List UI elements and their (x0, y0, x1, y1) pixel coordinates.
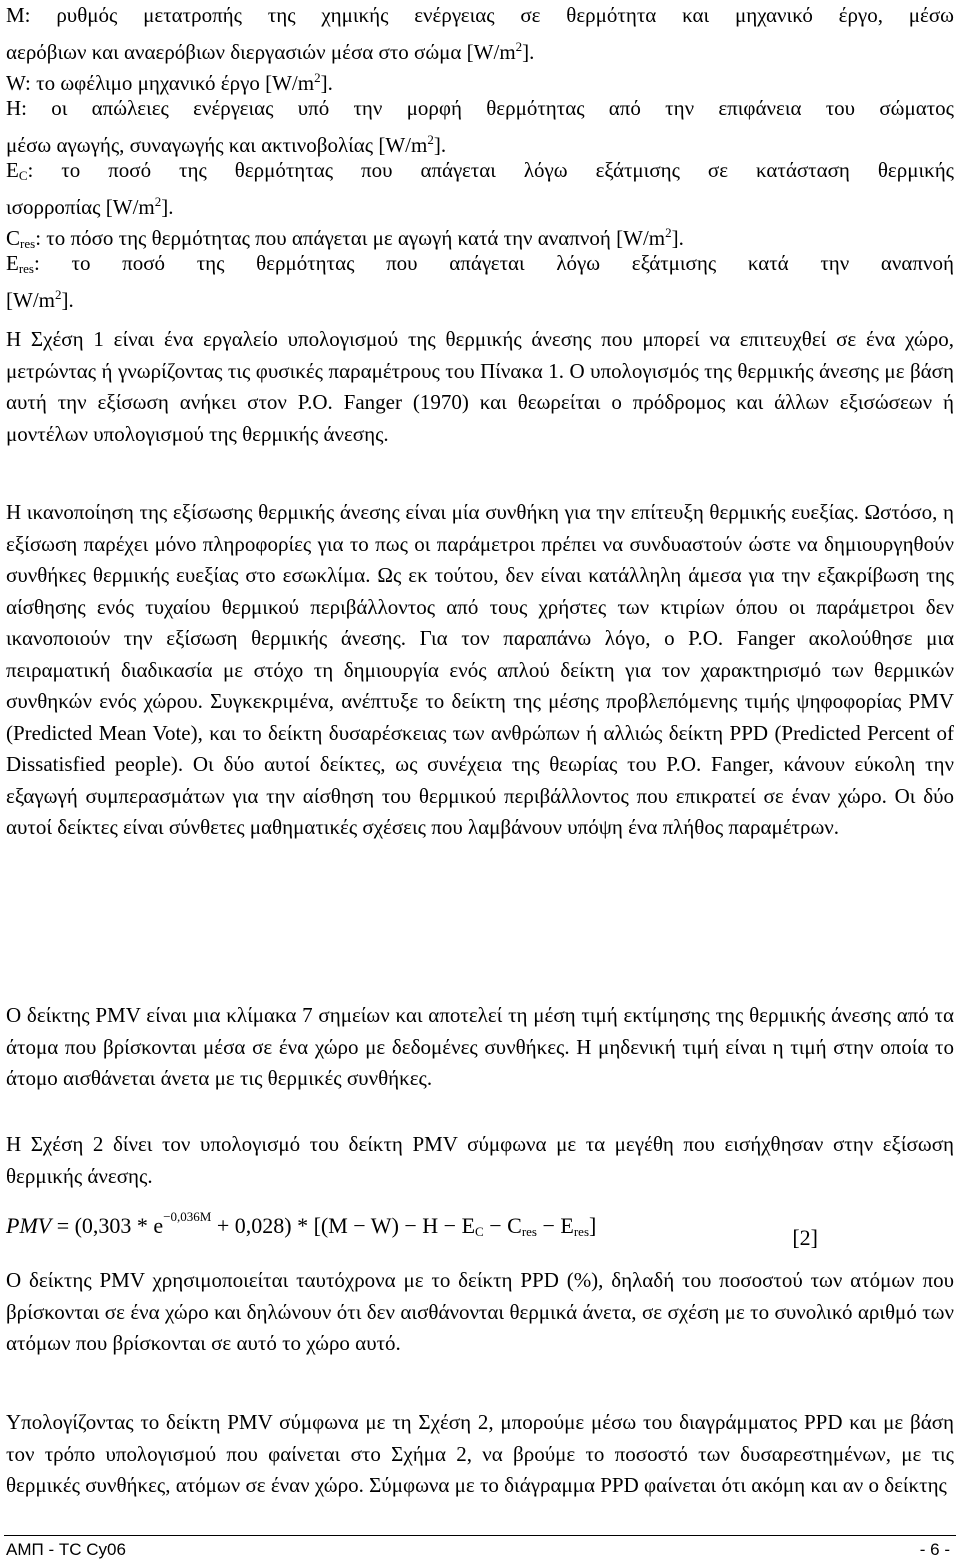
def-ec-line1 (6, 155, 954, 186)
paragraph-5: Ο δείκτης PMV χρησιμοποιείται ταυτόχρονα με το δείκτη PPD (%), δηλαδή του ποσοστού των ατόμων που βρίσκονται σε ένα χώρο και δηλώνουν ότι δεν αισθάνονται θερμικά άνετα, σε σχέση με το συνολικό αριθμό των ατόμων που βρίσκονται σε αυτό το χώρο αυτό. (6, 1268, 954, 1355)
def-w (6, 62, 954, 93)
def-ec-text2: ισορροπίας [W/m (6, 195, 155, 219)
closing-bracket: ]. (433, 133, 447, 157)
paragraph-2: Η ικανοποίηση της εξίσωσης θερμικής άνεσης είναι μία συνθήκη για την επίτευξη θερμικής ευεξίας. Ωστόσο, η εξίσωση παρέχει μόνο πληροφορίες για το πως οι παράμετροι πρέπει να συνδυαστούν ώστε να δημιουργηθούν συνθήκες θερμικής ευεξίας στο εσωκλίμα. Ως εκ τούτου, δεν είναι κατάλληλη άμεσα για την εξακρίβωση της αίσθησης ενός τυχαίου θερμικού περιβάλλοντος από τους χρήστες των κτιρίων όπου οι παράμετροι δεν ικανοποιούν την εξίσωση θερμικής άνεσης. Για τον παραπάνω λόγο, ο P.O. Fanger ακολούθησε μια πειραματική διαδικασία με στόχο τη δημιουργία ενός απλού δείκτη για τον χαρακτηρισμό των θερμικών συνθηκών ενός χώρου. Συγκεκριμένα, ανέπτυξε το δείκτη της μέσης προβλεπόμενης τιμής ψηφοφορίας PMV (Predicted Mean Vote), και το δείκτη δυσαρέσκειας των ανθρώπων ή αλλιώς δείκτη PPD (Predicted Percent of Dissatisfied people). Οι δύο αυτοί δείκτες, ως συνέχεια της θεωρίας του P.O. Fanger, κάνουν εύκολη την εξαγωγή συμπερασμάτων για την αίσθηση του θερμικού περιβάλλοντος που επικρατεί σε έναν χώρο. Οι δύο αυτοί δείκτες είναι σύνθετες μαθηματικές σχέσεις που λαμβάνουν υπόψη ένα πλήθος παραμέτρων. (6, 500, 954, 839)
superscript: 2 (314, 70, 321, 85)
formula-pmv: PMV (6, 1213, 52, 1238)
footer-rule (4, 1535, 956, 1536)
def-cres-text: : το πόσο της θερμότητας που απάγεται με αγωγή κατά την αναπνοή [W/m (35, 226, 666, 250)
def-ec-line2 (6, 186, 954, 217)
subscript: C (18, 168, 28, 183)
def-cres (6, 217, 954, 251)
def-w-text: W: το ωφέλιμο μηχανικό έργο [W/m (6, 71, 315, 95)
formula-part5: − E (536, 1213, 574, 1238)
formula-part4: − C (483, 1213, 522, 1238)
def-eres-line1 (6, 248, 954, 279)
subscript: res (20, 236, 36, 251)
def-eres-text: : το ποσό της θερμότητας που απάγεται λόγω εξάτμισης κατά την αναπνοή (34, 251, 954, 275)
def-m-text: αερόβιων και αναερόβιων διεργασιών μέσα στο σώμα [W/m (6, 40, 516, 64)
superscript: 2 (665, 225, 672, 240)
variable-definitions (6, 0, 954, 310)
superscript: 2 (154, 194, 162, 209)
page-number: - 6 - (919, 1540, 950, 1559)
def-m-line2 (6, 31, 954, 62)
formula-sub-res1: res (521, 1224, 537, 1239)
page-footer (0, 1535, 960, 1563)
def-h-text: μέσω αγωγής, συναγωγής και ακτινοβολίας [W/m (6, 133, 428, 157)
pmv-formula (6, 1205, 954, 1253)
def-m-line1: Μ: ρυθμός μετατροπής της χημικής ενέργειας σε θερμότητα και μηχανικό έργο, μέσω (6, 3, 954, 27)
formula-part2: = (0,303 * e (51, 1213, 164, 1238)
cres-symbol: C (6, 226, 21, 250)
formula-exponent: −0,036M (163, 1209, 212, 1224)
footer-doc-code: ΑΜΠ - TC Cy06 (6, 1540, 126, 1559)
superscript: 2 (515, 39, 523, 54)
eres-symbol: E (6, 251, 19, 275)
formula-part3: + 0,028) * [(M − W) − H − E (211, 1213, 476, 1238)
def-h-line1: Η: οι απώλειες ενέργειας υπό την μορφή θερμότητας από την επιφάνεια του σώματος (6, 96, 954, 120)
def-ec-text: : το ποσό της θερμότητας που απάγεται λόγω εξάτμισης σε κατάσταση θερμικής (27, 158, 954, 182)
paragraph-3: Ο δείκτης PMV είναι μια κλίμακα 7 σημείων και αποτελεί τη μέση τιμή εκτίμησης της θερμικής άνεσης από τα άτομα που βρίσκονται μέσα σε ένα χώρο με δεδομένες συνθήκες. Η μηδενική τιμή είναι η τιμή στην οποία το άτομο αισθάνεται άνετα με τις θερμικές συνθήκες. (6, 1003, 954, 1090)
formula-part6: ] (589, 1213, 597, 1238)
closing-bracket: ]. (671, 226, 684, 250)
subscript: res (18, 261, 34, 276)
closing-bracket: ]. (320, 71, 333, 95)
formula-sub-c: C (475, 1224, 484, 1239)
superscript: 2 (427, 132, 434, 147)
paragraph-4: Η Σχέση 2 δίνει τον υπολογισμό του δείκτη PMV σύμφωνα με τα μεγέθη που εισήχθησαν στην εξίσωση θερμικής άνεσης. (6, 1132, 954, 1188)
equation-number: [2] (792, 1225, 818, 1250)
closing-bracket: ]. (161, 195, 174, 219)
paragraph-1: Η Σχέση 1 είναι ένα εργαλείο υπολογισμού της θερμικής άνεσης που μπορεί να επιτευχθεί σε ένα χώρο, μετρώντας ή γνωρίζοντας τις φυσικές παραμέτρους του Πίνακα 1. Ο υπολογισμός της θερμικής άνεσης με βάση αυτή την εξίσωση ανήκει στον P.O. Fanger (1970) και θεωρείται ο πρόδρομος και άλλων εξισώσεων ή μοντέλων υπολογισμού της θερμικής άνεσης. (6, 327, 954, 446)
def-eres-line2 (6, 279, 954, 310)
closing-bracket: ]. (522, 40, 535, 64)
paragraph-6: Υπολογίζοντας το δείκτη PMV σύμφωνα με τη Σχέση 2, μπορούμε μέσω του διαγράμματος PPD και με βάση τον τρόπο υπολογισμού που φαίνεται στο Σχήμα 2, να βρούμε το ποσοστό των δυσαρεστημένων, με τις θερμικές συνθήκες, ατόμων σε έναν χώρο. Σύμφωνα με το διάγραμμα PPD φαίνεται ότι ακόμη και αν ο δείκτης (6, 1410, 954, 1497)
formula-sub-res2: res (573, 1224, 590, 1239)
def-eres-text2: [W/m (6, 288, 55, 312)
closing-bracket: ]. (61, 288, 74, 312)
ec-symbol: E (6, 158, 19, 182)
superscript: 2 (54, 287, 62, 302)
def-h-line2 (6, 124, 954, 155)
formula-expression (6, 1209, 597, 1240)
